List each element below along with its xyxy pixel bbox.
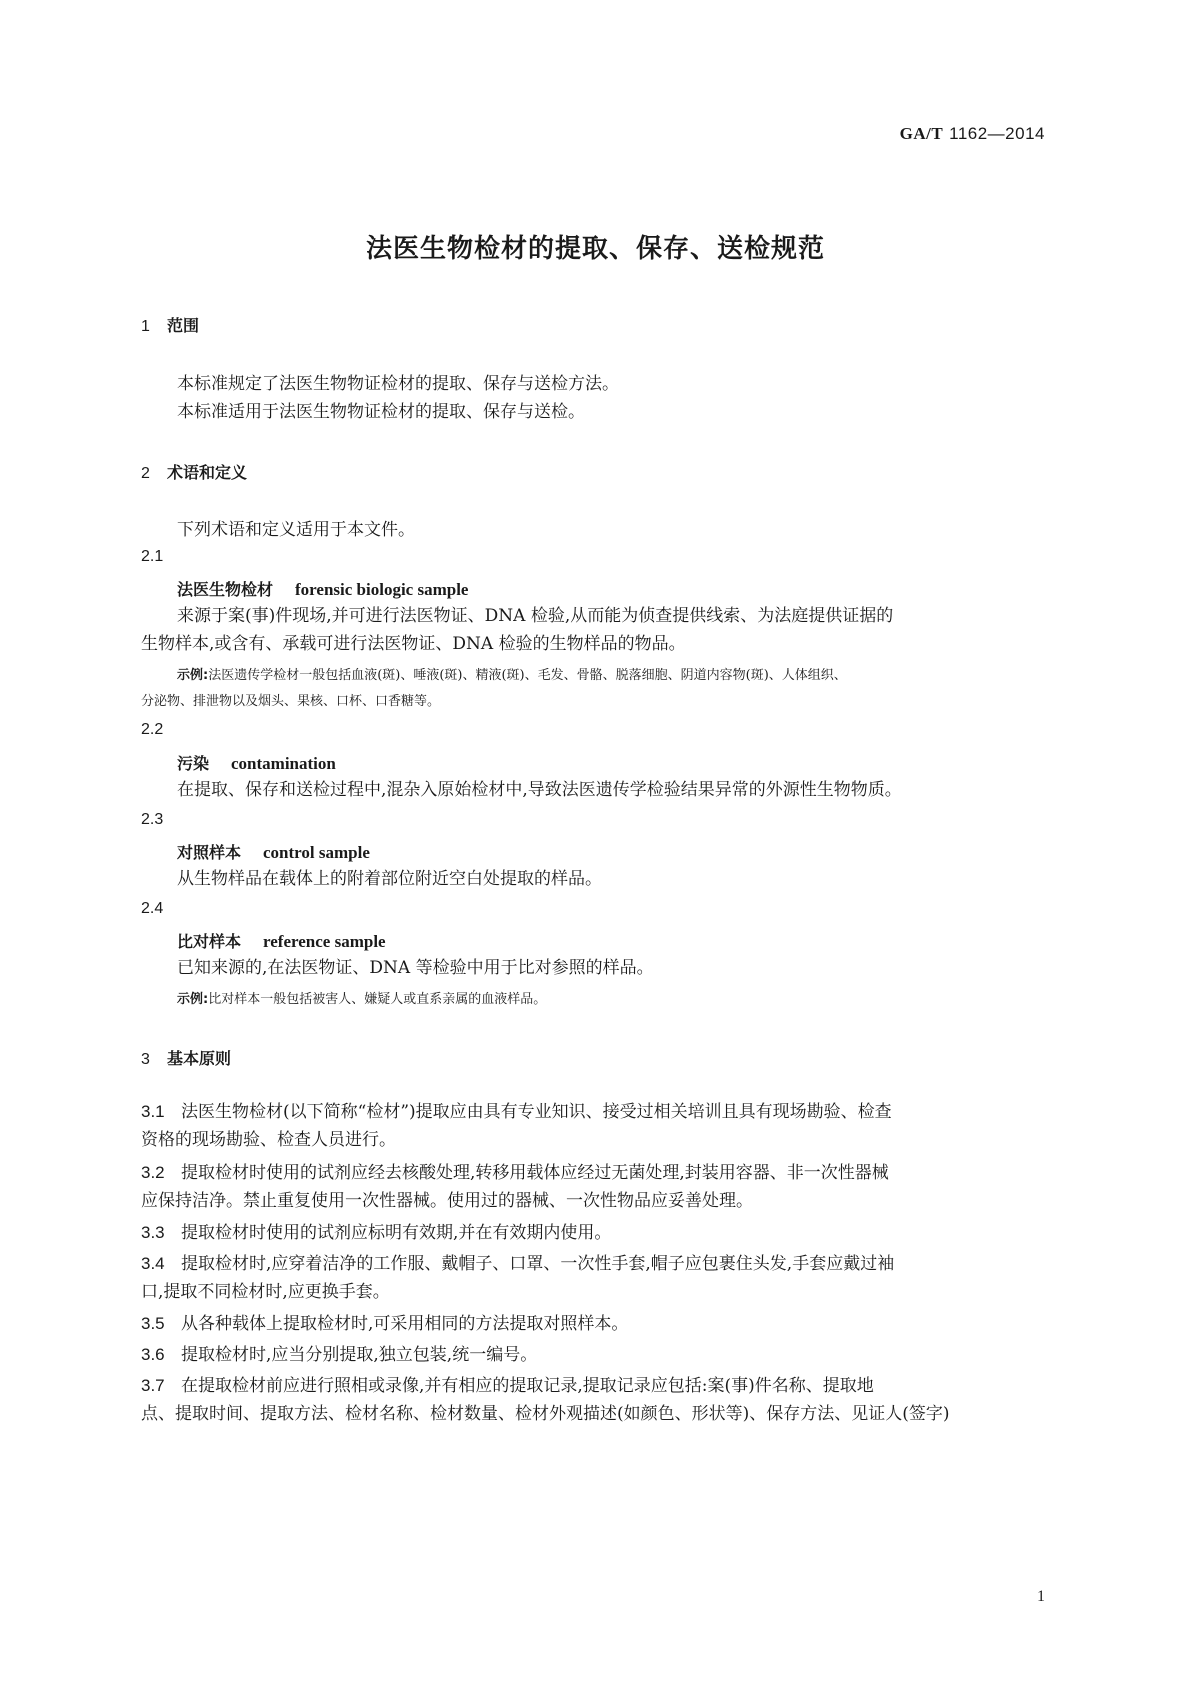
section-heading-1: 1 范围 bbox=[141, 316, 200, 335]
clause-3-5: 3.5 从各种载体上提取检材时,可采用相同的方法提取对照样本。 bbox=[141, 1314, 629, 1334]
example-note: 示例:比对样本一般包括被害人、嫌疑人或直系亲属的血液样品。 bbox=[177, 992, 547, 1007]
example-note: 示例:法医遗传学检材一般包括血液(斑)、唾液(斑)、精液(斑)、毛发、骨骼、脱落细胞、阴道内容物(斑)、人体组织、 bbox=[177, 668, 847, 683]
term-title: 污染 contamination bbox=[177, 754, 336, 773]
definition: 来源于案(事)件现场,并可进行法医物证、DNA 检验,从而能为侦查提供线索、为法庭提供证据的 bbox=[177, 606, 894, 626]
paragraph: 本标准适用于法医生物物证检材的提取、保存与送检。 bbox=[177, 402, 585, 422]
clause-number: 2.4 bbox=[141, 900, 164, 917]
clause-text: 口,提取不同检材时,应更换手套。 bbox=[141, 1282, 390, 1302]
standard-code bbox=[900, 124, 1045, 144]
clause-text: 应保持洁净。禁止重复使用一次性器械。使用过的器械、一次性物品应妥善处理。 bbox=[141, 1191, 753, 1211]
section-heading-2: 2 术语和定义 bbox=[141, 463, 248, 482]
definition: 在提取、保存和送检过程中,混杂入原始检材中,导致法医遗传学检验结果异常的外源性生物物质。 bbox=[177, 780, 902, 800]
term-title: 法医生物检材 forensic biologic sample bbox=[177, 580, 469, 599]
paragraph: 下列术语和定义适用于本文件。 bbox=[177, 520, 415, 540]
definition: 生物样本,或含有、承载可进行法医物证、DNA 检验的生物样品的物品。 bbox=[141, 634, 686, 654]
document-title: 法医生物检材的提取、保存、送检规范 bbox=[365, 234, 825, 264]
clause-3-4: 3.4 提取检材时,应穿着洁净的工作服、戴帽子、口罩、一次性手套,帽子应包裹住头发,手套应戴过袖 bbox=[141, 1254, 895, 1274]
clause-3-7: 3.7 在提取检材前应进行照相或录像,并有相应的提取记录,提取记录应包括:案(事)件名称、提取地 bbox=[141, 1376, 874, 1396]
definition: 从生物样品在载体上的附着部位附近空白处提取的样品。 bbox=[177, 869, 602, 889]
clause-3-6: 3.6 提取检材时,应当分别提取,独立包装,统一编号。 bbox=[141, 1345, 538, 1365]
clause-number: 2.3 bbox=[141, 811, 164, 828]
clause-number: 2.1 bbox=[141, 548, 164, 565]
standard-number: 1162—2014 bbox=[949, 124, 1045, 143]
standard-prefix: GA/T bbox=[899, 124, 944, 143]
term-title: 对照样本 control sample bbox=[177, 843, 370, 862]
clause-text: 资格的现场勘验、检查人员进行。 bbox=[141, 1130, 396, 1150]
section-heading-3: 3 基本原则 bbox=[141, 1049, 232, 1068]
paragraph: 本标准规定了法医生物物证检材的提取、保存与送检方法。 bbox=[177, 374, 619, 394]
term-title: 比对样本 reference sample bbox=[177, 932, 386, 951]
definition: 已知来源的,在法医物证、DNA 等检验中用于比对参照的样品。 bbox=[177, 958, 654, 978]
clause-number: 2.2 bbox=[141, 721, 164, 738]
example-note: 分泌物、排泄物以及烟头、果核、口杯、口香糖等。 bbox=[141, 694, 441, 709]
clause-3-3: 3.3 提取检材时使用的试剂应标明有效期,并在有效期内使用。 bbox=[141, 1223, 612, 1243]
clause-3-1: 3.1 法医生物检材(以下简称“检材”)提取应由具有专业知识、接受过相关培训且具有现场勘验、检查 bbox=[141, 1102, 892, 1122]
page-number: 1 bbox=[1037, 1588, 1045, 1605]
clause-text: 点、提取时间、提取方法、检材名称、检材数量、检材外观描述(如颜色、形状等)、保存方法、见证人(签字) bbox=[141, 1404, 950, 1424]
clause-3-2: 3.2 提取检材时使用的试剂应经去核酸处理,转移用载体应经过无菌处理,封装用容器、非一次性器械 bbox=[141, 1163, 889, 1183]
